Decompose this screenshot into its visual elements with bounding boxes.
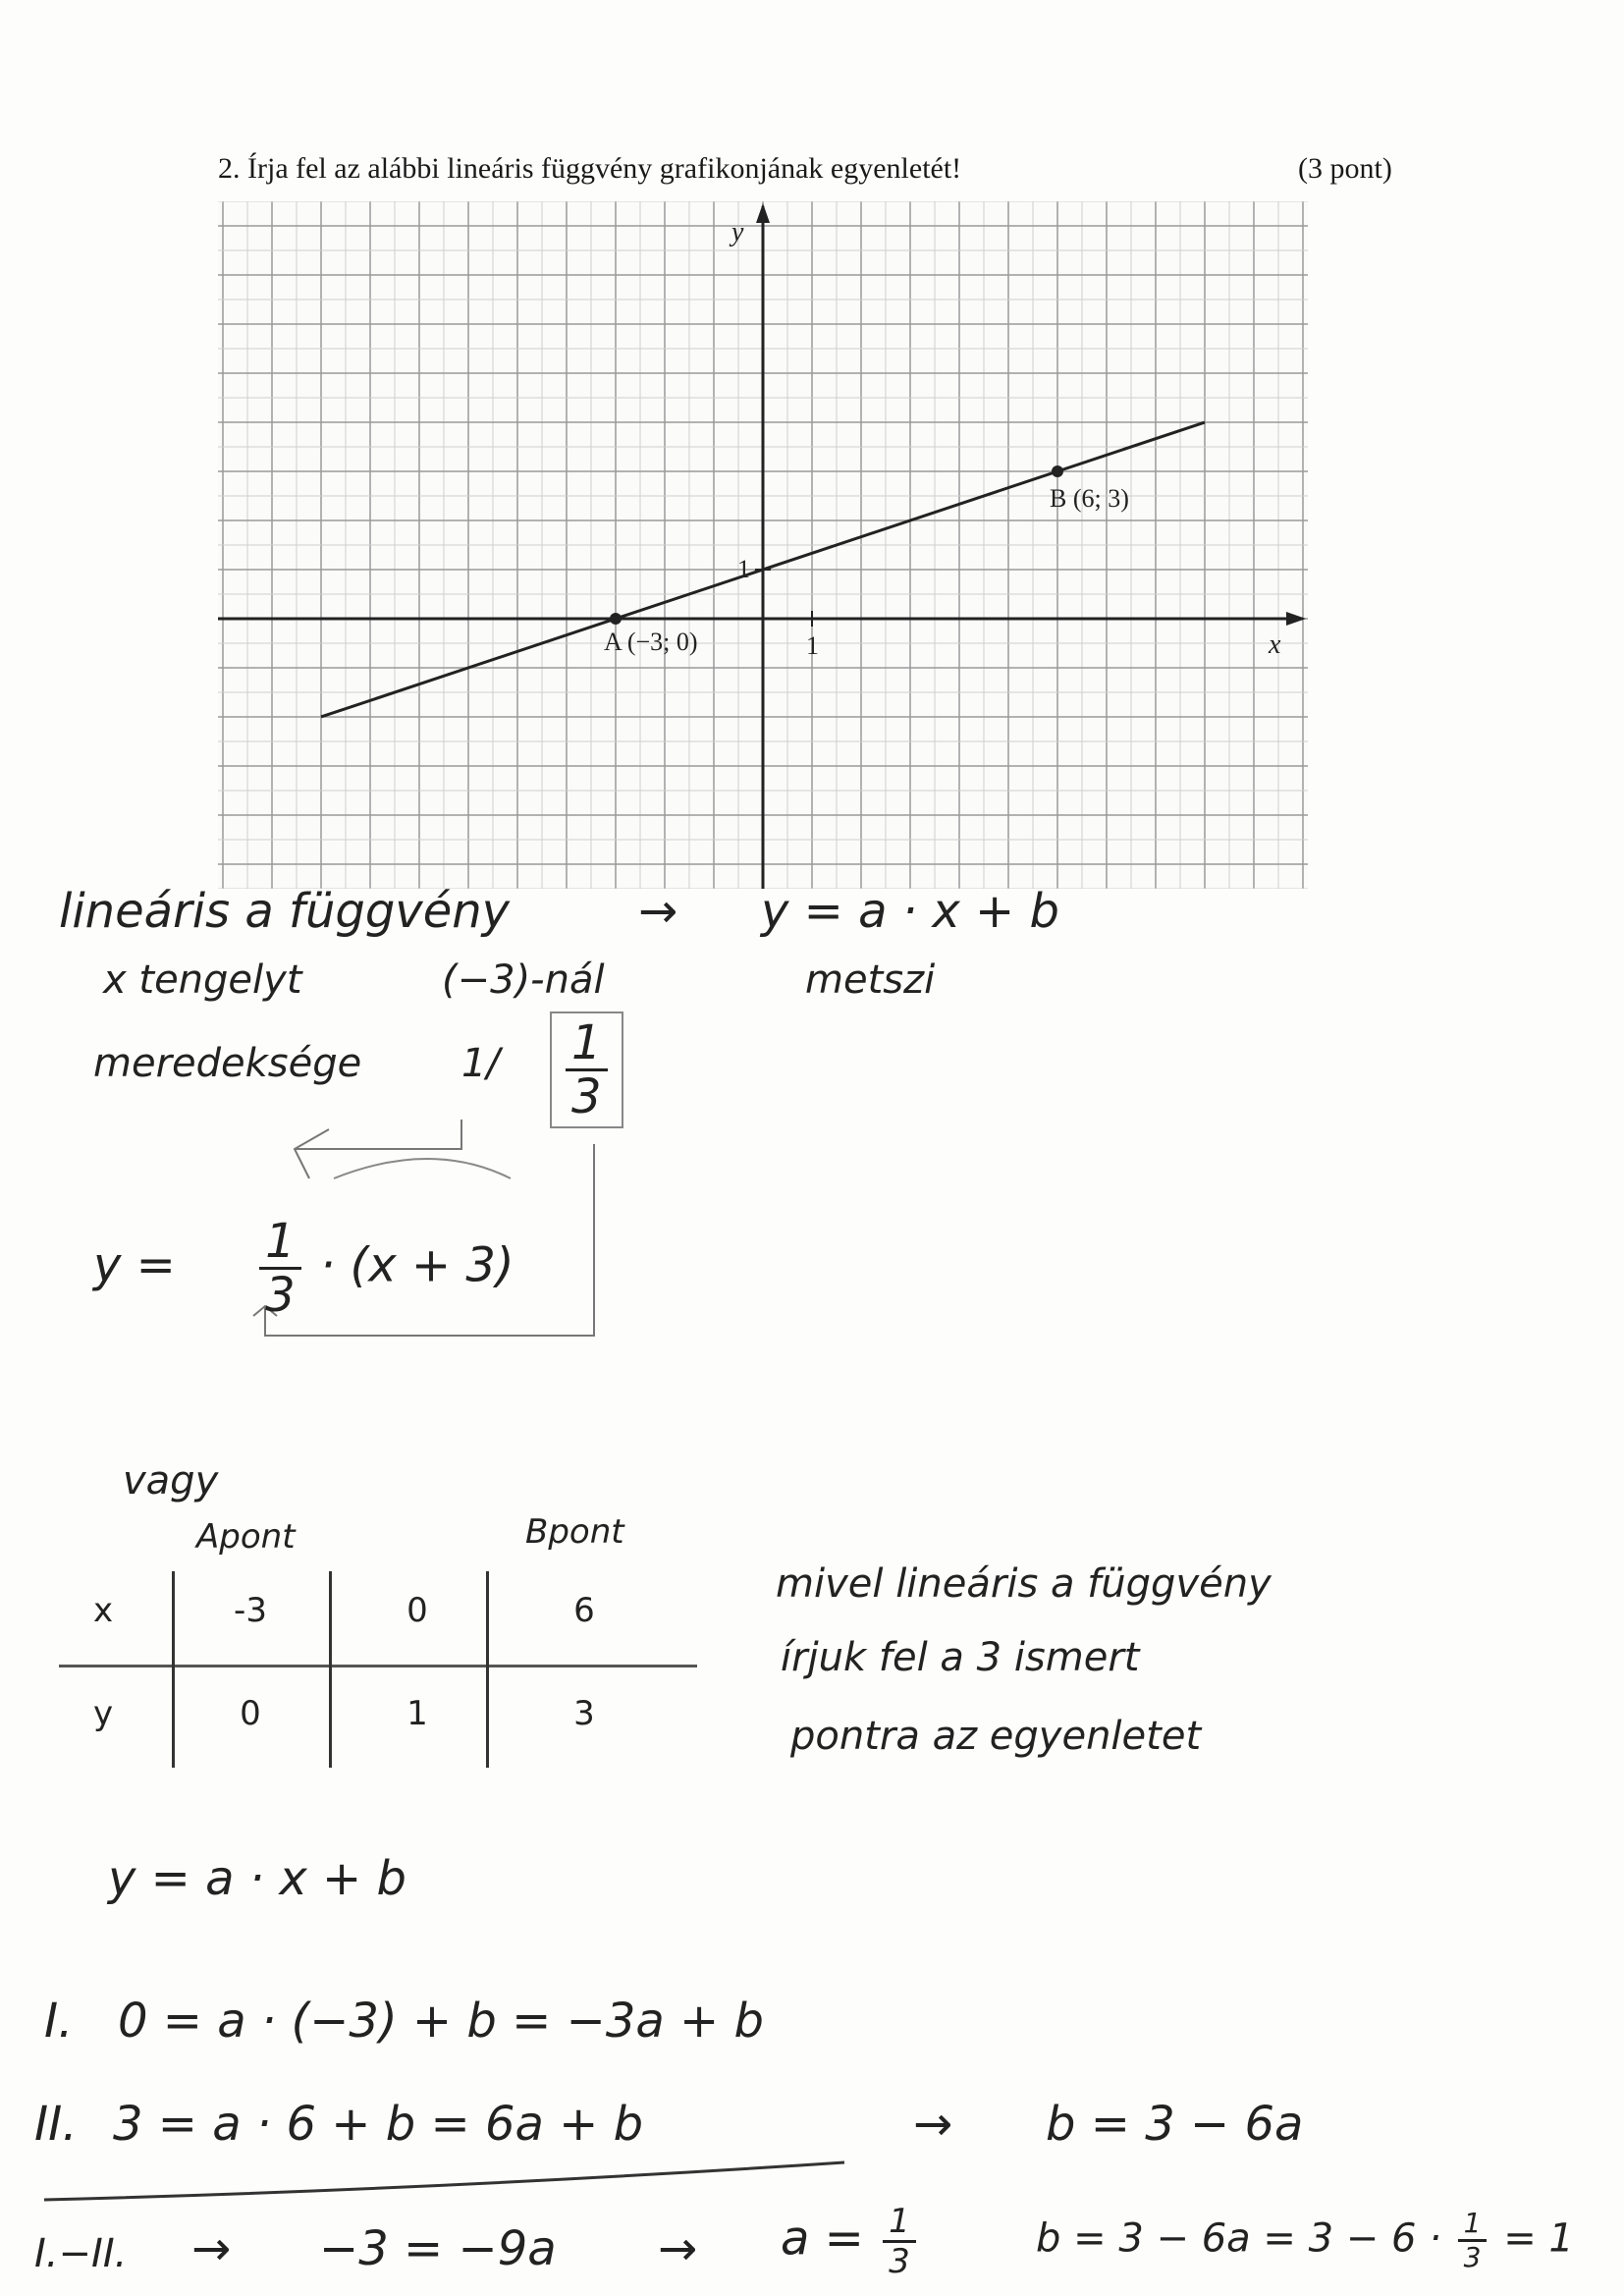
table-cell-y-1: 0 — [240, 1694, 261, 1733]
final-b-fraction — [1458, 2207, 1488, 2273]
brace-mark — [334, 1159, 511, 1178]
note-vagy: vagy — [123, 1458, 219, 1503]
equation-b-result: b = 3 − 6a — [1046, 2097, 1304, 2152]
note-linear-function: lineáris a függvény — [59, 884, 511, 939]
final-label: I.−II. — [34, 2231, 128, 2276]
underline-path — [44, 2162, 844, 2200]
table-cell-x-2: 0 — [406, 1591, 428, 1630]
equation-lhs: y = — [93, 1237, 176, 1293]
value-table — [59, 1561, 697, 1768]
table-col-line — [172, 1571, 175, 1768]
note-intercept: (−3)-nál — [442, 957, 605, 1003]
final-a-numerator: 1 — [883, 2205, 916, 2243]
table-cell-y-3: 3 — [573, 1694, 595, 1733]
final-a-label: a = — [781, 2211, 864, 2267]
note-line-3: pontra az egyenletet — [790, 1714, 1202, 1759]
arrow-2: → — [913, 2097, 953, 2152]
slope-numerator: 1 — [566, 1019, 608, 1071]
slope-fraction — [566, 1015, 608, 1124]
point-b-label: B (6; 3) — [1050, 484, 1129, 513]
equation-i: 0 = a · (−3) + b = −3a + b — [118, 1994, 764, 2049]
note-line-2: írjuk fel a 3 ismert — [781, 1635, 1140, 1680]
final-b — [1036, 2207, 1574, 2273]
final-b-expression: b = 3 − 6a = 3 − 6 · — [1036, 2215, 1441, 2262]
slope-denominator: 3 — [571, 1069, 602, 1124]
table-cell-x-1: -3 — [234, 1591, 267, 1630]
point-b — [1052, 465, 1063, 477]
equation-rest: · (x + 3) — [319, 1237, 514, 1293]
label-apont: Apont — [196, 1517, 296, 1557]
y-axis-label: y — [731, 217, 744, 247]
general-equation-2: y = a · x + b — [108, 1851, 406, 1906]
point-slope-equation — [93, 1214, 514, 1323]
arrow-to-equation — [295, 1120, 461, 1178]
equation-ii: 3 = a · 6 + b = 6a + b — [113, 2097, 644, 2152]
equation-denominator: 3 — [265, 1268, 296, 1323]
y-tick-label: 1 — [737, 555, 750, 583]
table-col-line — [329, 1571, 332, 1768]
final-equation: −3 = −9a — [319, 2221, 557, 2276]
note-metszi: metszi — [805, 957, 936, 1003]
arrow-3: → — [191, 2221, 232, 2276]
function-graph — [218, 201, 1308, 889]
point-a — [610, 613, 622, 625]
question-title: 2. Írja fel az alábbi lineáris függvény grafikonjának egyenletét! — [218, 152, 962, 185]
note-line-1: mivel lineáris a függvény — [776, 1561, 1272, 1607]
final-a — [781, 2202, 920, 2281]
equation-numerator: 1 — [259, 1218, 301, 1270]
x-axis-label: x — [1269, 629, 1281, 660]
label-bpont: Bpont — [525, 1512, 624, 1552]
table-row-x-label: x — [92, 1591, 114, 1630]
equation-fraction — [259, 1214, 301, 1323]
table-col-line — [486, 1571, 489, 1768]
final-a-fraction — [883, 2202, 916, 2281]
note-slope-label: meredeksége — [93, 1041, 362, 1086]
table-row-y-label: y — [92, 1694, 114, 1733]
table-cell-x-3: 6 — [573, 1591, 595, 1630]
final-a-denominator: 3 — [889, 2242, 910, 2281]
equation-ii-label: II. — [34, 2097, 78, 2152]
note-x-axis: x tengelyt — [103, 957, 302, 1003]
slope-box — [550, 1011, 623, 1128]
equation-i-label: I. — [44, 1994, 74, 2049]
general-equation-1: y = a · x + b — [761, 884, 1059, 939]
final-b-end: = 1 — [1503, 2215, 1574, 2262]
table-cell-y-2: 1 — [406, 1694, 428, 1733]
table-divider — [59, 1665, 697, 1667]
point-a-label: A (−3; 0) — [604, 628, 698, 656]
x-tick-label: 1 — [806, 631, 819, 660]
final-b-numerator: 1 — [1458, 2210, 1488, 2242]
arrow-4: → — [658, 2221, 698, 2276]
arrow-1: → — [638, 884, 678, 939]
question-points: (3 pont) — [1298, 152, 1392, 185]
note-slope-mark: 1/ — [461, 1041, 500, 1086]
underline-stroke — [39, 2151, 854, 2210]
final-b-denominator: 3 — [1463, 2241, 1482, 2273]
